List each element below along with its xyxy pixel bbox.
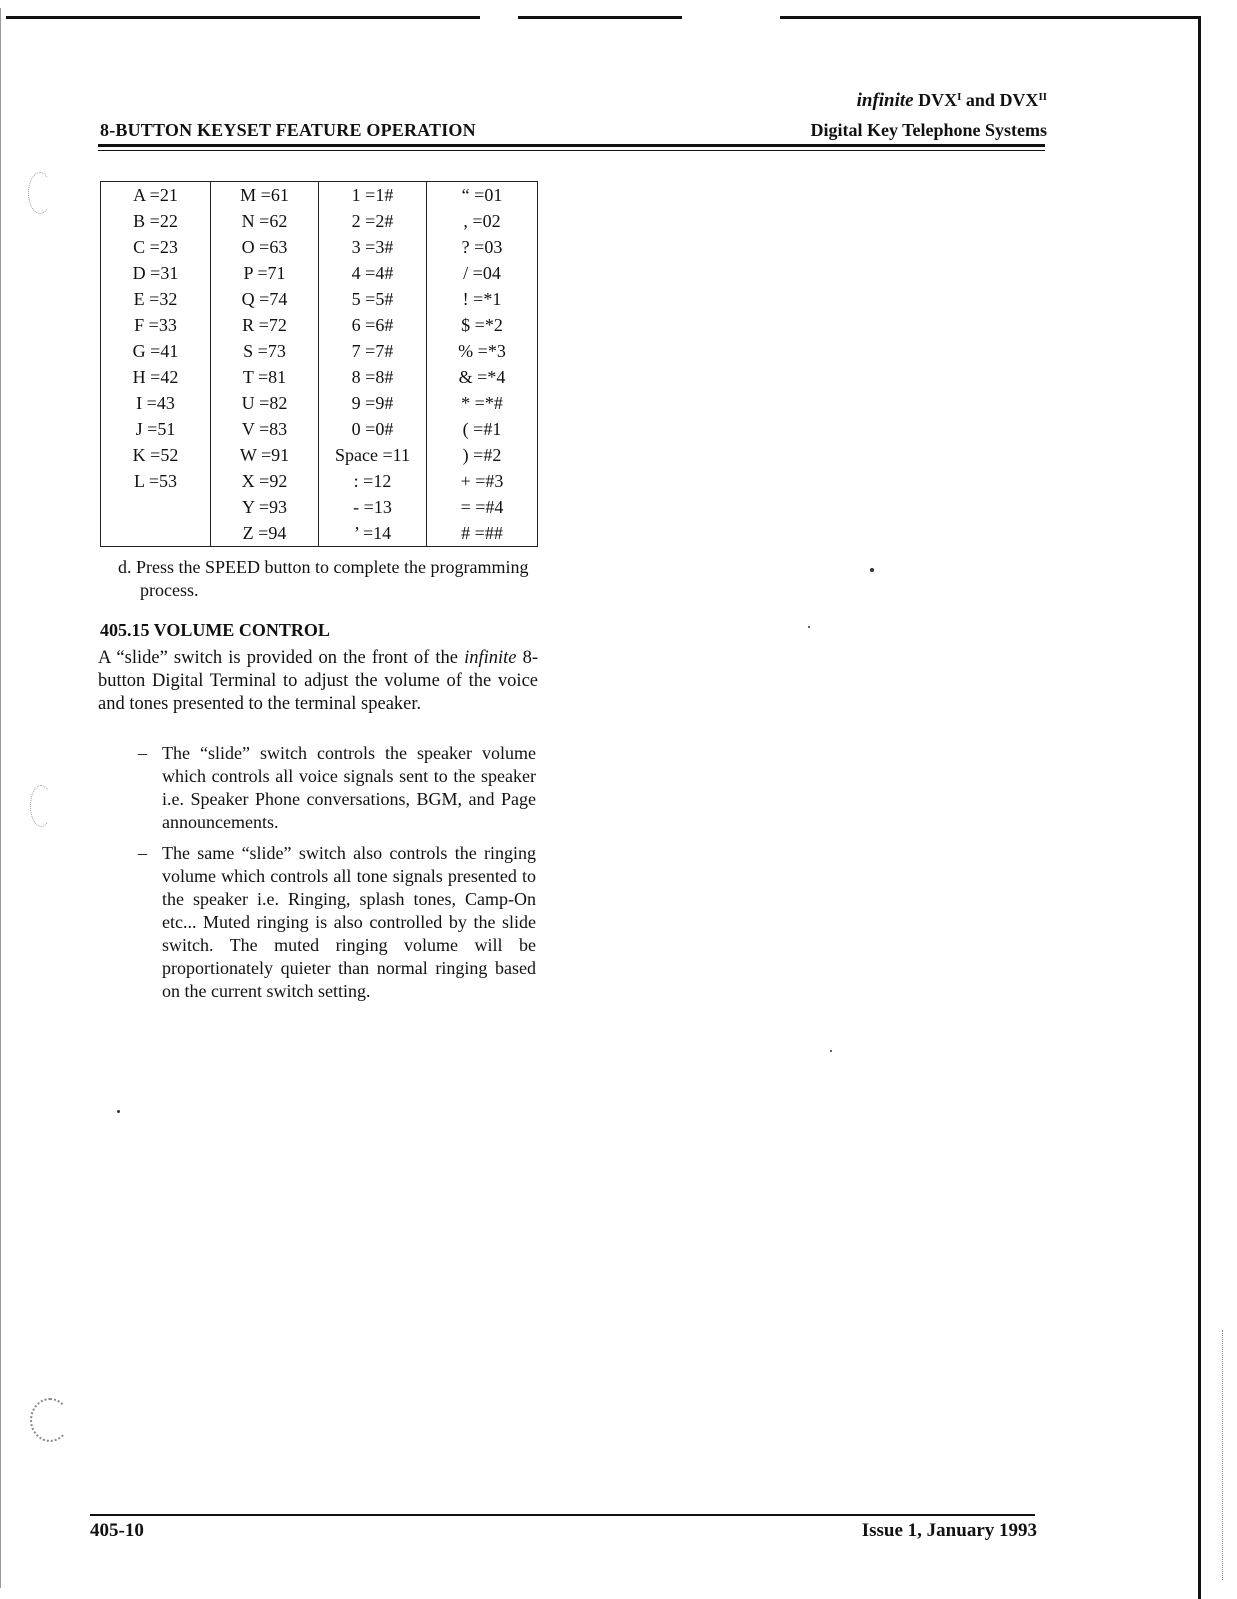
list-item-text: The same “slide” switch also controls the ringing volume which controls all tone signals presented to the speaker i.e. Ringing, splash tones, Camp-On etc... Muted ringing is also controlled by the slide switch. The muted ringing volume will be proportionately quieter than normal ringing based on the current switch setting. <box>162 843 536 1001</box>
bullet-dash: – <box>138 843 147 863</box>
table-cell: X =92 <box>211 468 319 494</box>
table-cell: ? =03 <box>427 234 538 260</box>
table-cell: N =62 <box>211 208 319 234</box>
table-cell: 6 =6# <box>319 312 427 338</box>
table-row <box>101 234 538 260</box>
table-cell: , =02 <box>427 208 538 234</box>
section-intro <box>98 647 538 716</box>
footer-rule <box>90 1514 1035 1516</box>
table-row <box>101 494 538 520</box>
product-subtitle: Digital Key Telephone Systems <box>810 120 1047 140</box>
product-italic: infinite <box>856 90 914 111</box>
product-name <box>857 90 1047 112</box>
table-cell: 8 =8# <box>319 364 427 390</box>
table-cell: M =61 <box>211 182 319 209</box>
product-dvx1: DVX <box>918 90 958 110</box>
speck <box>830 1050 832 1052</box>
scan-edge <box>0 8 1 1588</box>
product-and: and <box>965 90 995 110</box>
header-rule <box>98 144 1045 147</box>
table-row <box>101 364 538 390</box>
section-title: 405.15 VOLUME CONTROL <box>100 620 330 640</box>
table-row <box>101 520 538 547</box>
table-cell: 3 =3# <box>319 234 427 260</box>
table-row <box>101 260 538 286</box>
table-cell <box>101 520 211 547</box>
table-row <box>101 286 538 312</box>
step-d: d. Press the SPEED button to complete the programming process. <box>118 557 529 600</box>
bullet-dash: – <box>138 743 147 763</box>
table-cell: 7 =7# <box>319 338 427 364</box>
table-cell: 2 =2# <box>319 208 427 234</box>
table-cell: 4 =4# <box>319 260 427 286</box>
table-row <box>101 182 538 209</box>
table-row <box>101 468 538 494</box>
intro-italic: infinite <box>464 648 517 668</box>
list-item-text: The “slide” switch controls the speaker volume which controls all voice signals sent to the speaker i.e. Speaker Phone conversations, BGM, and Page announcements. <box>162 743 536 832</box>
table-cell: # =## <box>427 520 538 547</box>
table-cell: C =23 <box>101 234 211 260</box>
table-row <box>101 338 538 364</box>
table-cell: 1 =1# <box>319 182 427 209</box>
list-item <box>138 742 536 834</box>
frame-gap <box>682 14 780 20</box>
table-cell: W =91 <box>211 442 319 468</box>
intro-part1: A “slide” switch is provided on the front of the <box>98 648 465 668</box>
table-cell: K =52 <box>101 442 211 468</box>
table-row <box>101 442 538 468</box>
table-cell <box>101 494 211 520</box>
table-cell: R =72 <box>211 312 319 338</box>
table-cell: ’ =14 <box>319 520 427 547</box>
punch-hole-mark <box>28 172 52 214</box>
speck <box>870 568 874 572</box>
table-cell: E =32 <box>101 286 211 312</box>
bullet-list <box>138 742 536 1011</box>
punch-hole-mark <box>30 1398 70 1442</box>
table-cell: 9 =9# <box>319 390 427 416</box>
table-cell: ! =*1 <box>427 286 538 312</box>
table-cell: / =04 <box>427 260 538 286</box>
table-cell: % =*3 <box>427 338 538 364</box>
list-item <box>138 842 536 1003</box>
table-row <box>101 416 538 442</box>
table-cell: G =41 <box>101 338 211 364</box>
table-cell: = =#4 <box>427 494 538 520</box>
table-cell: Z =94 <box>211 520 319 547</box>
table-cell: H =42 <box>101 364 211 390</box>
table-cell: D =31 <box>101 260 211 286</box>
scan-edge-dots <box>1222 1330 1223 1580</box>
table-cell: T =81 <box>211 364 319 390</box>
table-cell: U =82 <box>211 390 319 416</box>
table-row <box>101 208 538 234</box>
table-cell: I =43 <box>101 390 211 416</box>
intro-part2: 8-button Digital Terminal to adjust the volume of the voice and tones presented to the terminal speaker. <box>98 648 538 714</box>
table-cell: P =71 <box>211 260 319 286</box>
table-cell: * =*# <box>427 390 538 416</box>
issue-date: Issue 1, January 1993 <box>861 1520 1037 1541</box>
product-sup2: II <box>1038 91 1047 103</box>
speck <box>117 1110 120 1113</box>
page-number: 405-10 <box>90 1520 144 1541</box>
header-rule-thin <box>98 150 1045 151</box>
table-cell: J =51 <box>101 416 211 442</box>
punch-hole-mark <box>30 785 52 827</box>
speck <box>808 626 810 628</box>
table-cell: Q =74 <box>211 286 319 312</box>
table-cell: - =13 <box>319 494 427 520</box>
product-sup1: I <box>957 91 962 103</box>
table-row <box>101 312 538 338</box>
table-cell: B =22 <box>101 208 211 234</box>
product-dvx2: DVX <box>999 90 1039 110</box>
character-code-table <box>100 181 538 547</box>
table-cell: + =#3 <box>427 468 538 494</box>
table-cell: : =12 <box>319 468 427 494</box>
table-cell: L =53 <box>101 468 211 494</box>
table-cell: V =83 <box>211 416 319 442</box>
table-cell: O =63 <box>211 234 319 260</box>
table-row <box>101 390 538 416</box>
table-cell: Y =93 <box>211 494 319 520</box>
table-cell: “ =01 <box>427 182 538 209</box>
table-cell: A =21 <box>101 182 211 209</box>
table-cell: ( =#1 <box>427 416 538 442</box>
table-cell: Space =11 <box>319 442 427 468</box>
table-cell: ) =#2 <box>427 442 538 468</box>
section-header: 8-BUTTON KEYSET FEATURE OPERATION <box>100 120 476 140</box>
frame-gap <box>480 14 518 20</box>
table-cell: & =*4 <box>427 364 538 390</box>
table-cell: F =33 <box>101 312 211 338</box>
table-cell: 0 =0# <box>319 416 427 442</box>
table-cell: S =73 <box>211 338 319 364</box>
table-cell: 5 =5# <box>319 286 427 312</box>
table-cell: $ =*2 <box>427 312 538 338</box>
